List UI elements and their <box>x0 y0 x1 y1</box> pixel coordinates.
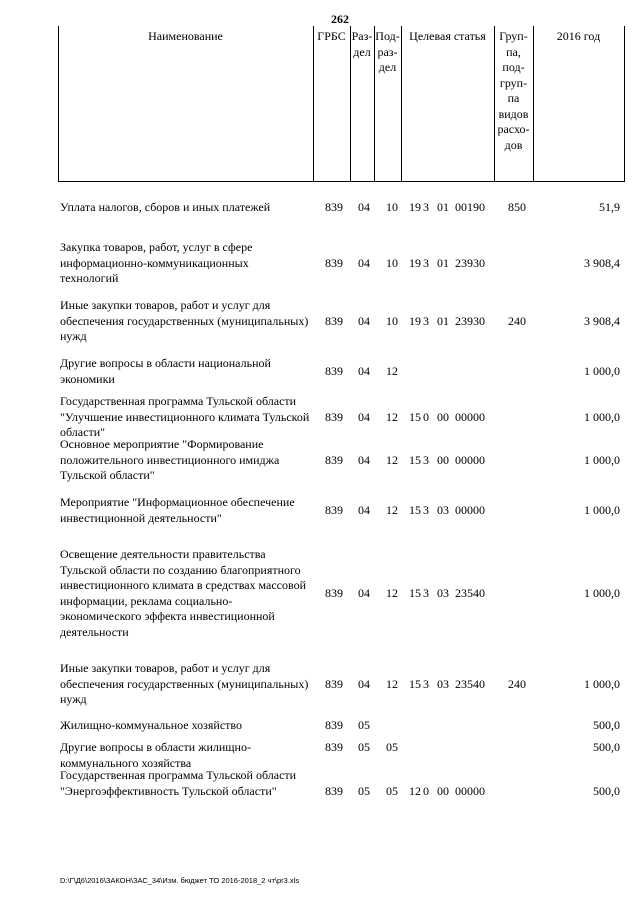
row-name: Мероприятие "Информационное обеспечение инвестиционной деятельности" <box>60 495 295 525</box>
row-podrazdel: 05 <box>386 784 398 798</box>
row-name: Иные закупки товаров, работ и услуг для обеспечения государственных (муниципальных) нужд <box>60 298 309 343</box>
row-sum: 1 000,0 <box>584 503 620 517</box>
row-cs-subprogram: 0 <box>423 784 429 798</box>
table-row <box>60 298 620 345</box>
row-grbs: 839 <box>325 677 343 691</box>
row-gruppa: 240 <box>508 677 526 691</box>
row-grbs: 839 <box>325 784 343 798</box>
row-razdel: 04 <box>358 200 370 214</box>
row-podrazdel: 10 <box>386 314 398 328</box>
row-cs-subprogram: 3 <box>423 503 429 517</box>
row-name: Жилищно-коммунальное хозяйство <box>60 718 243 732</box>
row-grbs: 839 <box>325 256 343 270</box>
row-cs-event: 03 <box>437 503 449 517</box>
header-grbs: ГРБС <box>317 29 346 43</box>
row-podrazdel: 12 <box>386 586 398 600</box>
row-name: Другие вопросы в области жилищно-коммунального хозяйства <box>60 740 251 770</box>
table-row <box>60 394 620 441</box>
row-sum: 3 908,4 <box>584 314 620 328</box>
row-podrazdel: 12 <box>386 503 398 517</box>
row-cs-event: 00 <box>437 410 449 424</box>
row-cs-event: 01 <box>437 314 449 328</box>
row-cs-direction: 23540 <box>455 586 485 600</box>
row-sum: 500,0 <box>593 740 620 754</box>
row-podrazdel: 12 <box>386 677 398 691</box>
row-razdel: 05 <box>358 784 370 798</box>
row-cs-event: 03 <box>437 677 449 691</box>
row-cs-program: 15 <box>409 503 421 517</box>
row-cs-event: 00 <box>437 453 449 467</box>
header-podrazdel: Под- раз- дел <box>375 29 400 74</box>
row-cs-subprogram: 3 <box>423 453 429 467</box>
row-cs-program: 15 <box>409 677 421 691</box>
row-name: Уплата налогов, сборов и иных платежей <box>60 200 271 214</box>
row-sum: 1 000,0 <box>584 453 620 467</box>
row-razdel: 04 <box>358 586 370 600</box>
row-cs-direction: 23930 <box>455 256 485 270</box>
row-cs-program: 19 <box>409 314 421 328</box>
row-name: Основное мероприятие "Формирование положительного инвестиционного имиджа Тульской области" <box>60 437 280 482</box>
row-podrazdel: 05 <box>386 740 398 754</box>
row-podrazdel: 12 <box>386 364 398 378</box>
header-year: 2016 год <box>556 29 601 43</box>
row-cs-event: 01 <box>437 256 449 270</box>
table-row <box>60 718 620 734</box>
row-razdel: 04 <box>358 256 370 270</box>
row-cs-program: 15 <box>409 453 421 467</box>
row-name: Государственная программа Тульской области "Энергоэффективность Тульской области" <box>60 768 297 798</box>
row-gruppa: 240 <box>508 314 526 328</box>
table-row <box>60 661 620 708</box>
row-grbs: 839 <box>325 364 343 378</box>
row-cs-program: 19 <box>409 256 421 270</box>
row-cs-subprogram: 3 <box>423 314 429 328</box>
row-podrazdel: 10 <box>386 200 398 214</box>
row-razdel: 04 <box>358 314 370 328</box>
row-cs-subprogram: 3 <box>423 677 429 691</box>
table-row <box>60 740 620 771</box>
row-sum: 1 000,0 <box>584 410 620 424</box>
row-razdel: 04 <box>358 364 370 378</box>
row-name: Государственная программа Тульской области "Улучшение инвестиционного климата Тульской области" <box>60 394 310 439</box>
row-name: Освещение деятельности правительства Тульской области по созданию благоприятного инвестиционного климата в средствах массовой информации, реклама социально-экономического эффекта инвестиционной деятельности <box>60 547 307 639</box>
table-row <box>60 356 620 387</box>
row-razdel: 05 <box>358 718 370 732</box>
table-row <box>60 437 620 484</box>
row-cs-program: 15 <box>409 410 421 424</box>
row-razdel: 04 <box>358 410 370 424</box>
row-cs-subprogram: 3 <box>423 586 429 600</box>
row-cs-subprogram: 3 <box>423 200 429 214</box>
row-sum: 500,0 <box>593 718 620 732</box>
row-cs-program: 19 <box>409 200 421 214</box>
header-name: Наименование <box>148 29 223 43</box>
row-name: Другие вопросы в области национальной экономики <box>60 356 271 386</box>
header-gruppa: Груп- па, под- груп- па видов расхо- дов <box>497 29 530 152</box>
row-sum: 51,9 <box>599 200 620 214</box>
row-sum: 1 000,0 <box>584 677 620 691</box>
row-cs-program: 15 <box>409 586 421 600</box>
row-razdel: 05 <box>358 740 370 754</box>
row-grbs: 839 <box>325 410 343 424</box>
row-podrazdel: 12 <box>386 410 398 424</box>
row-cs-subprogram: 3 <box>423 256 429 270</box>
row-sum: 500,0 <box>593 784 620 798</box>
row-cs-direction: 00190 <box>455 200 485 214</box>
row-razdel: 04 <box>358 677 370 691</box>
row-podrazdel: 12 <box>386 453 398 467</box>
row-podrazdel: 10 <box>386 256 398 270</box>
row-cs-direction: 00000 <box>455 410 485 424</box>
row-grbs: 839 <box>325 586 343 600</box>
row-grbs: 839 <box>325 314 343 328</box>
row-cs-program: 12 <box>409 784 421 798</box>
header-razdel: Раз- дел <box>351 29 373 59</box>
row-grbs: 839 <box>325 503 343 517</box>
row-name: Закупка товаров, работ, услуг в сфере информационно-коммуникационных технологий <box>60 240 253 285</box>
table-row <box>60 547 620 640</box>
table-row <box>60 200 620 216</box>
row-cs-direction: 00000 <box>455 784 485 798</box>
header-celevaya: Целевая статья <box>409 29 486 43</box>
row-cs-event: 00 <box>437 784 449 798</box>
table-row <box>60 768 620 815</box>
row-grbs: 839 <box>325 718 343 732</box>
file-path-footer: D:\Г\Д6\2016\ЗАКОН\ЗАС_34\Изм. бюджет ТО 2016-2018_2 чт\pr3.xls <box>60 876 300 885</box>
row-name: Иные закупки товаров, работ и услуг для обеспечения государственных (муниципальных) нужд <box>60 661 309 706</box>
row-sum: 1 000,0 <box>584 364 620 378</box>
row-razdel: 04 <box>358 453 370 467</box>
row-cs-direction: 23540 <box>455 677 485 691</box>
row-grbs: 839 <box>325 453 343 467</box>
row-cs-direction: 00000 <box>455 503 485 517</box>
row-cs-direction: 00000 <box>455 453 485 467</box>
table-row <box>60 240 620 287</box>
row-cs-event: 01 <box>437 200 449 214</box>
row-gruppa: 850 <box>508 200 526 214</box>
row-sum: 3 908,4 <box>584 256 620 270</box>
row-cs-direction: 23930 <box>455 314 485 328</box>
row-cs-event: 03 <box>437 586 449 600</box>
table-row <box>60 495 620 526</box>
row-razdel: 04 <box>358 503 370 517</box>
row-grbs: 839 <box>325 200 343 214</box>
row-sum: 1 000,0 <box>584 586 620 600</box>
row-cs-subprogram: 0 <box>423 410 429 424</box>
row-grbs: 839 <box>325 740 343 754</box>
page-number: 262 <box>331 12 349 26</box>
table-header <box>58 26 624 182</box>
